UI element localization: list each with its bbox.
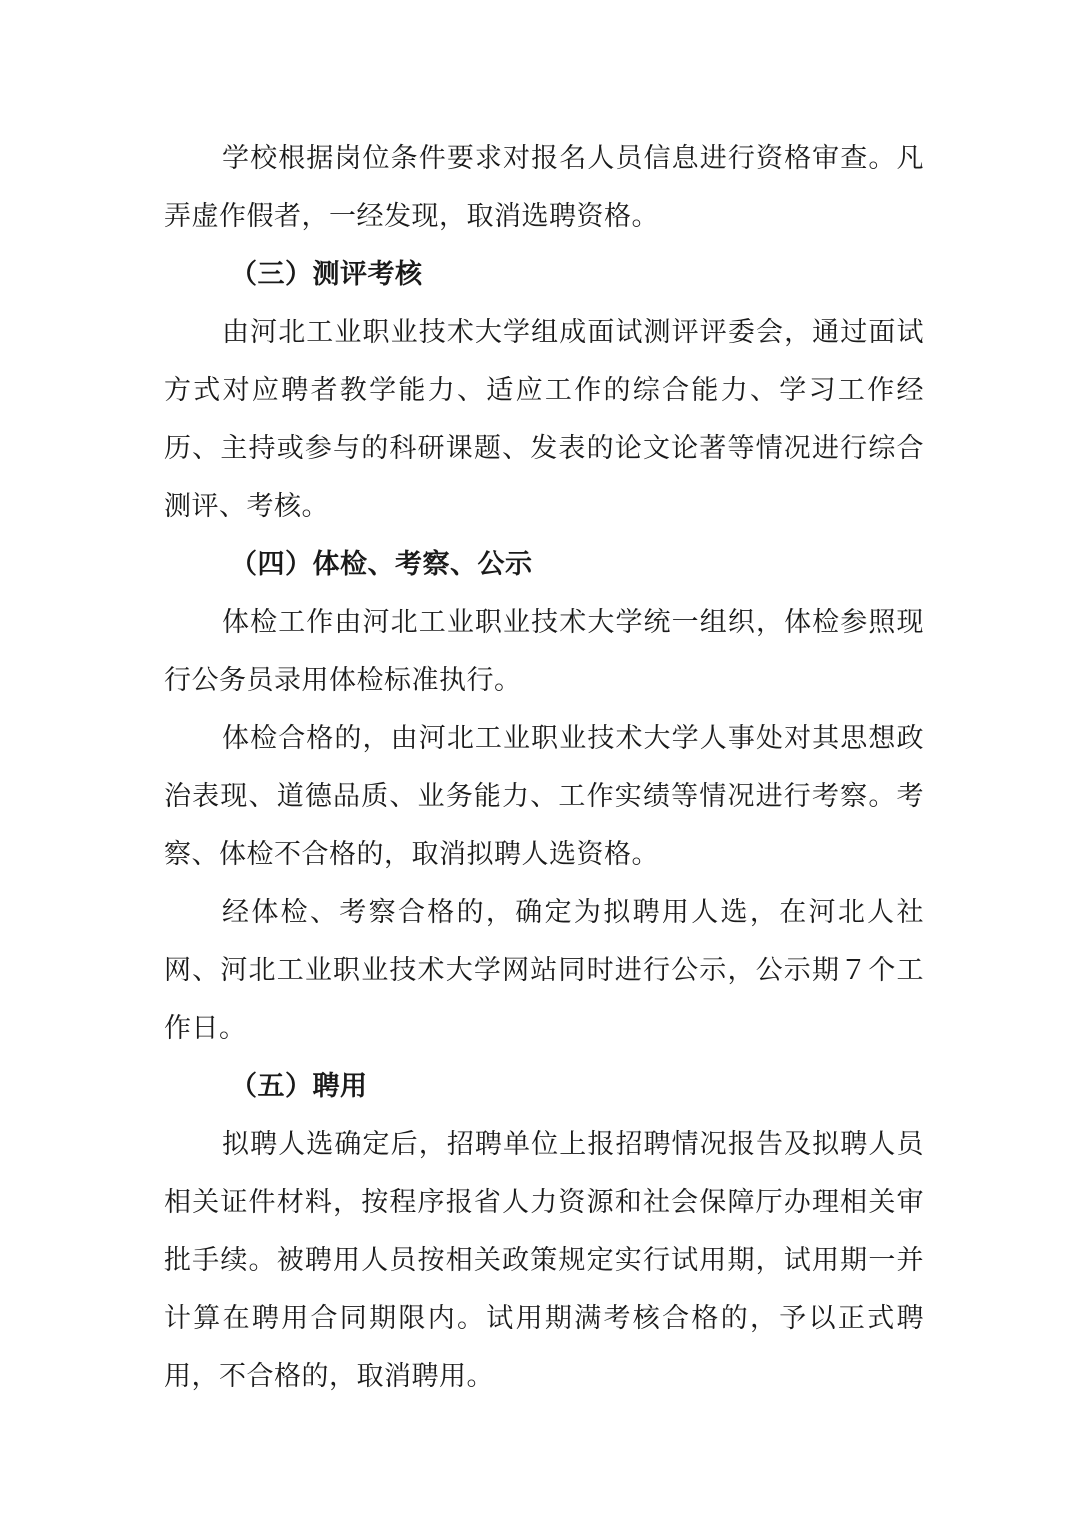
paragraph-employment: 拟聘人选确定后，招聘单位上报招聘情况报告及拟聘人员相关证件材料，按程序报省人力资源和社会保障厅办理相关审批手续。被聘用人员按相关政策规定实行试用期，试用期一并计算在聘用合同期限内。试用期满考核合格的，予以正式聘用，不合格的，取消聘用。 [164,1129,924,1392]
document-body [164,130,924,1406]
section-heading-employment: （五）聘用 [230,1071,368,1102]
paragraph-publicity: 经体检、考察合格的，确定为拟聘用人选，在河北人社网、河北工业职业技术大学网站同时进行公示，公示期７个工作日。 [164,897,924,1044]
paragraph-evaluation: 由河北工业职业技术大学组成面试测评评委会，通过面试方式对应聘者教学能力、适应工作的综合能力、学习工作经历、主持或参与的科研课题、发表的论文论著等情况进行综合测评、考核。 [164,317,924,522]
paragraph-inspection: 体检合格的，由河北工业职业技术大学人事处对其思想政治表现、道德品质、业务能力、工作实绩等情况进行考察。考察、体检不合格的，取消拟聘人选资格。 [164,723,924,870]
section-heading-medical-inspection: （四）体检、考察、公示 [230,549,533,580]
paragraph-qualification-review: 学校根据岗位条件要求对报名人员信息进行资格审查。凡弄虚作假者，一经发现，取消选聘资格。 [164,143,924,232]
paragraph-medical-exam: 体检工作由河北工业职业技术大学统一组织，体检参照现行公务员录用体检标准执行。 [164,607,924,696]
section-heading-evaluation: （三）测评考核 [230,259,423,290]
